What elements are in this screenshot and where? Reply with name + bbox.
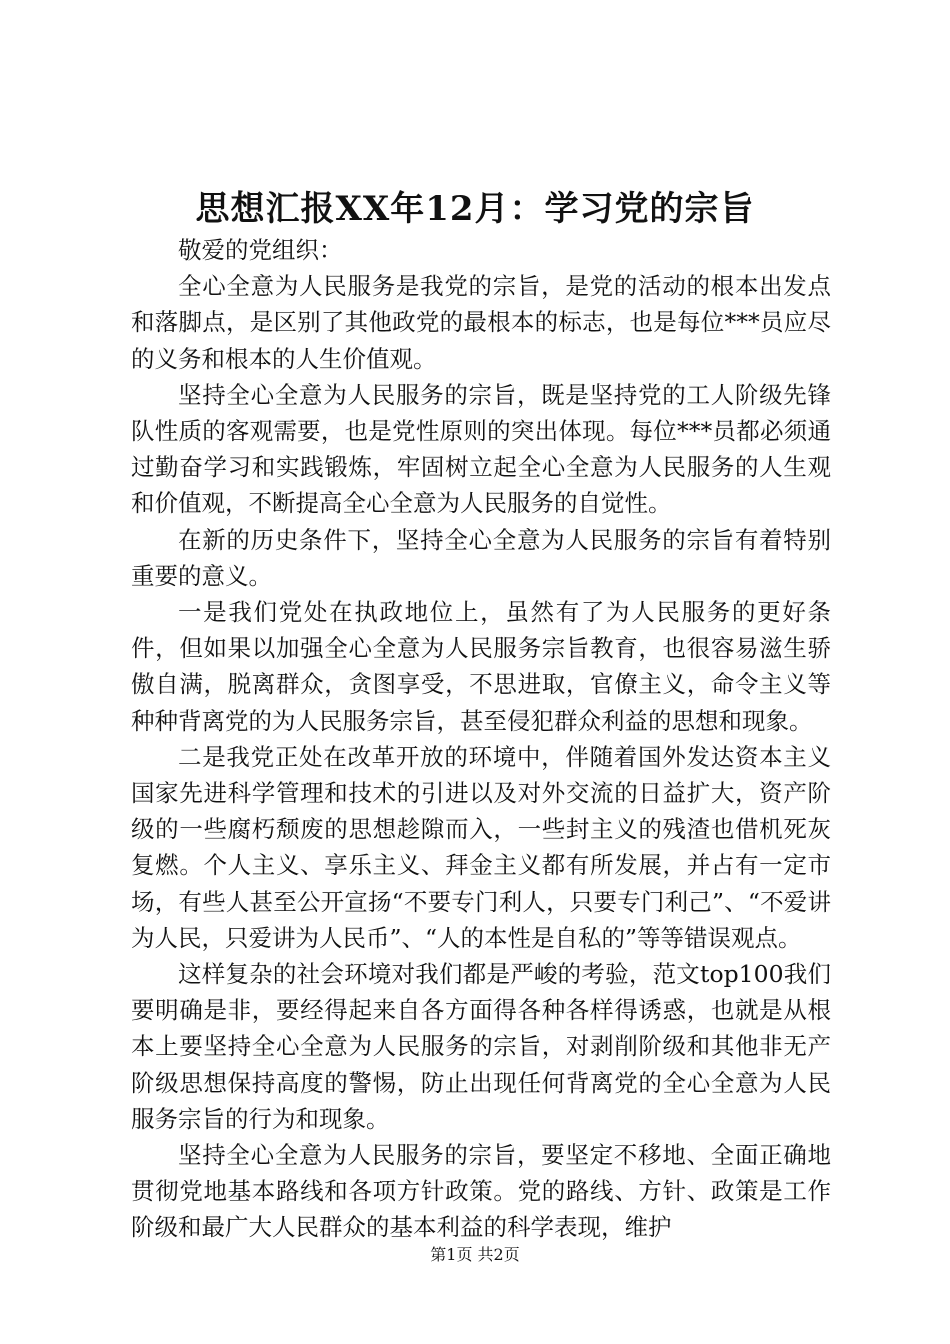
- page-number: 第1页 共2页: [430, 1245, 520, 1264]
- paragraph: 一是我们党处在执政地位上，虽然有了为人民服务的更好条件，但如果以加强全心全意为人民服务宗旨教育，也很容易滋生骄傲自满，脱离群众，贪图享受，不思进取，官僚主义，命令主义等种种背离党的为人民服务宗旨，甚至侵犯群众利益的思想和现象。: [131, 598, 831, 735]
- paragraph: 这样复杂的社会环境对我们都是严峻的考验，范文top100我们要明确是非，要经得起来自各方面得各种各样得诱惑，也就是从根本上要坚持全心全意为人民服务的宗旨，对剥削阶级和其他非无产阶级思想保持高度的警惕，防止出现任何背离党的全心全意为人民服务宗旨的行为和现象。: [131, 960, 831, 1133]
- page-footer: [0, 1244, 950, 1266]
- paragraph: 全心全意为人民服务是我党的宗旨，是党的活动的根本出发点和落脚点，是区别了其他政党的最根本的标志，也是每位***员应尽的义务和根本的人生价值观。: [131, 272, 831, 373]
- document-body: [131, 232, 831, 1246]
- paragraph: 在新的历史条件下，坚持全心全意为人民服务的宗旨有着特别重要的意义。: [131, 525, 831, 590]
- paragraph: 坚持全心全意为人民服务的宗旨，既是坚持党的工人阶级先锋队性质的客观需要，也是党性原则的突出体现。每位***员都必须通过勤奋学习和实践锻炼，牢固树立起全心全意为人民服务的人生观和价值观，不断提高全心全意为人民服务的自觉性。: [131, 380, 831, 518]
- salutation: 敬爱的党组织：: [178, 236, 343, 264]
- paragraph: 二是我党正处在改革开放的环境中，伴随着国外发达资本主义国家先进科学管理和技术的引进以及对外交流的日益扩大，资产阶级的一些腐朽颓废的思想趁隙而入，一些封主义的残渣也借机死灰复燃。个人主义、享乐主义、拜金主义都有所发展，并占有一定市场，有些人甚至公开宣扬“不要专门利人，只要专门利己”、“不爱讲为人民，只爱讲为人民币”、“人的本性是自私的”等等错误观点。: [131, 742, 831, 952]
- document-title: 思想汇报XX年12月：学习党的宗旨: [195, 189, 755, 229]
- paragraph: 坚持全心全意为人民服务的宗旨，要坚定不移地、全面正确地贯彻党地基本路线和各项方针政策。党的路线、方针、政策是工作阶级和最广大人民群众的基本利益的科学表现，维护: [131, 1141, 831, 1242]
